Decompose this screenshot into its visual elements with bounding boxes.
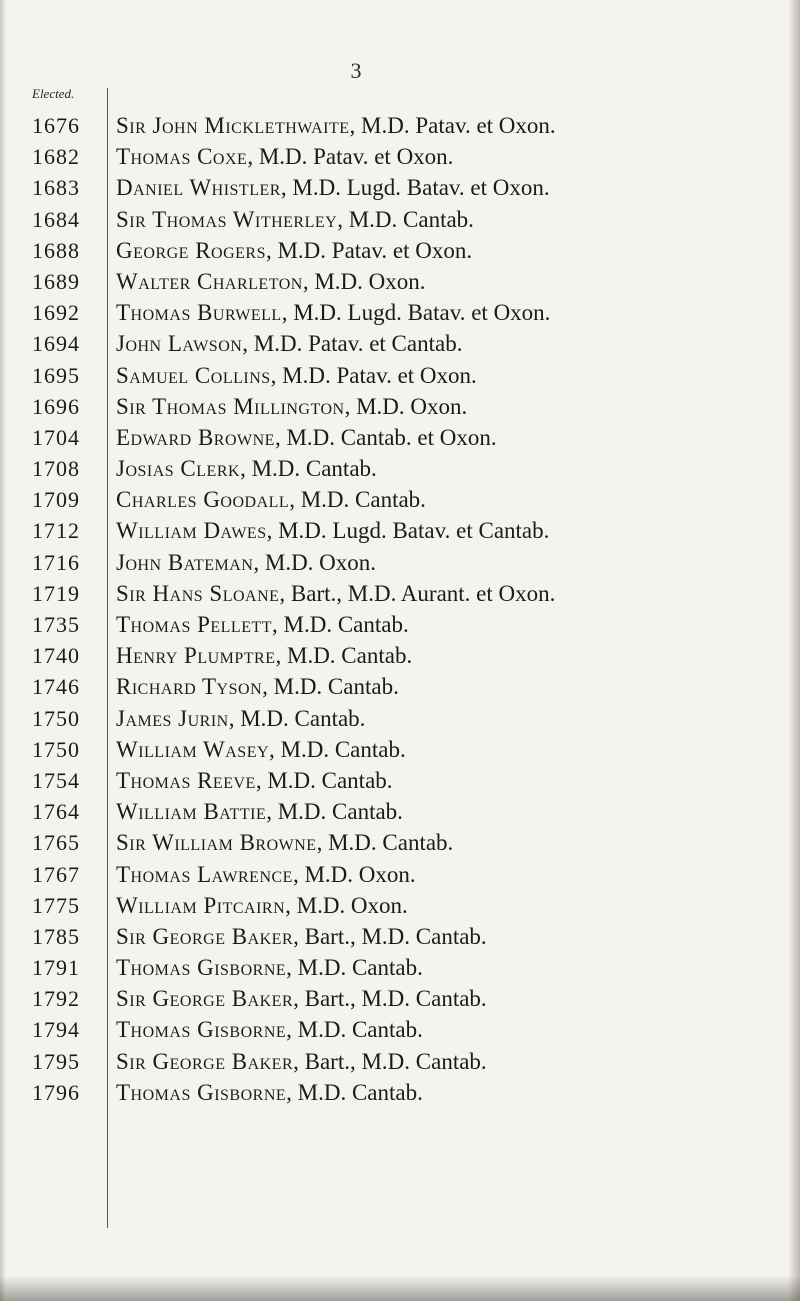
list-item — [0, 986, 800, 1017]
physician-entry — [95, 1049, 487, 1075]
physician-entry — [95, 175, 550, 201]
elected-year: 1767 — [32, 861, 80, 887]
elected-year: 1765 — [32, 830, 80, 856]
list-item — [0, 955, 800, 986]
name-separator: , — [265, 237, 278, 263]
physician-entry — [95, 830, 453, 856]
physician-entry — [95, 612, 409, 638]
physician-degree: M.D. Cantab. et Oxon. — [286, 424, 497, 450]
physician-name: John Lawson — [116, 331, 243, 357]
elected-year: 1704 — [32, 424, 80, 450]
elected-year: 1719 — [32, 580, 80, 606]
physician-name: Sir Thomas Witherley — [116, 206, 338, 232]
name-separator: , — [262, 674, 274, 700]
list-item — [0, 269, 800, 300]
physician-entry — [95, 487, 426, 513]
elected-year: 1716 — [32, 549, 80, 575]
name-separator: , — [292, 861, 305, 887]
physician-name: Sir George Baker — [116, 1048, 294, 1074]
physician-entry — [95, 986, 487, 1012]
name-separator: , — [253, 549, 265, 575]
list-item — [0, 144, 800, 175]
elected-year: 1683 — [32, 175, 80, 201]
name-separator: , — [240, 456, 252, 482]
physician-entry — [95, 425, 497, 451]
name-separator: , — [255, 767, 268, 793]
physician-degree: M.D. Oxon. — [304, 861, 416, 887]
physician-degree: M.D. Patav. et Oxon. — [258, 144, 454, 170]
physician-name: James Jurin — [116, 705, 229, 731]
elected-year: 1795 — [32, 1048, 80, 1074]
physician-entry — [95, 955, 423, 981]
physician-name: Thomas Gisborne — [116, 1079, 287, 1105]
physician-entry — [95, 394, 467, 420]
physician-entry — [95, 924, 487, 950]
physician-degree: M.D. Oxon. — [296, 892, 408, 918]
physician-name: Edward Browne — [116, 424, 275, 450]
physician-entry — [95, 768, 393, 794]
physician-degree: M.D. Cantab. — [251, 456, 377, 482]
elected-year: 1740 — [32, 643, 80, 669]
physician-name: Thomas Burwell — [116, 300, 282, 326]
physician-entry — [95, 706, 365, 732]
list-item — [0, 487, 800, 518]
entries-list — [0, 113, 800, 1111]
name-separator: , — [285, 892, 297, 918]
physician-name: Samuel Collins — [116, 362, 271, 388]
elected-year: 1684 — [32, 206, 80, 232]
physician-name: Walter Charleton — [116, 268, 303, 294]
physician-degree: M.D. Cantab. — [297, 1079, 423, 1105]
physician-degree: M.D. Cantab. — [267, 767, 393, 793]
name-separator: , — [274, 424, 287, 450]
elected-year: 1695 — [32, 362, 80, 388]
physician-degree: M.D. Oxon. — [264, 549, 377, 575]
elected-column-header: Elected. — [32, 86, 75, 101]
name-separator: , — [286, 1017, 298, 1043]
elected-year: 1708 — [32, 456, 80, 482]
name-separator: , — [275, 643, 287, 669]
elected-year: 1712 — [32, 518, 80, 544]
physician-entry — [95, 269, 425, 295]
physician-degree: M.D. Cantab. — [277, 799, 403, 825]
physician-name: William Battie — [116, 799, 267, 825]
physician-name: Daniel Whistler — [116, 175, 281, 201]
physician-entry — [95, 207, 474, 233]
physician-degree: M.D. Cantab. — [240, 705, 366, 731]
name-separator: , — [269, 736, 281, 762]
list-item — [0, 674, 800, 705]
name-separator: , — [293, 986, 305, 1012]
elected-year: 1735 — [32, 612, 80, 637]
elected-year: 1682 — [32, 144, 80, 170]
list-item — [0, 175, 800, 206]
physician-entry — [95, 518, 549, 544]
physician-degree: Bart., M.D. Aurant. et Oxon. — [290, 580, 556, 606]
list-item — [0, 706, 800, 737]
physician-name: Richard Tyson — [116, 674, 263, 700]
name-separator: , — [286, 1079, 298, 1105]
list-item — [0, 893, 800, 924]
physician-name: John Bateman — [116, 549, 254, 575]
physician-entry — [95, 674, 399, 700]
page-number: 3 — [350, 58, 362, 83]
physician-entry — [95, 862, 416, 888]
name-separator: , — [349, 113, 362, 138]
name-separator: , — [279, 580, 291, 606]
physician-degree: M.D. Lugd. Batav. et Oxon. — [292, 175, 550, 201]
elected-year: 1750 — [32, 736, 80, 762]
physician-degree: Bart., M.D. Cantab. — [304, 923, 487, 949]
list-item — [0, 300, 800, 331]
list-item — [0, 425, 800, 456]
elected-year: 1676 — [32, 113, 80, 138]
physician-entry — [95, 737, 406, 763]
physician-name: Sir George Baker — [116, 986, 294, 1012]
physician-name: Thomas Gisborne — [116, 955, 287, 981]
name-separator: , — [316, 830, 329, 856]
name-separator: , — [286, 955, 298, 981]
list-item — [0, 830, 800, 861]
list-item — [0, 113, 800, 144]
name-separator: , — [293, 1048, 305, 1074]
physician-name: Sir Hans Sloane — [116, 580, 280, 606]
physician-degree: M.D. Patav. et Oxon. — [361, 113, 556, 138]
physician-name: George Rogers — [116, 237, 266, 263]
physician-entry — [95, 799, 403, 825]
name-separator: , — [293, 923, 305, 949]
name-separator: , — [247, 144, 259, 170]
physician-degree: M.D. Cantab. — [287, 643, 413, 669]
elected-year: 1750 — [32, 705, 80, 731]
physician-name: Thomas Lawrence — [116, 861, 293, 887]
physician-degree: M.D. Cantab. — [283, 612, 409, 637]
physician-degree: M.D. Cantab. — [328, 830, 454, 856]
elected-year: 1775 — [32, 892, 80, 918]
list-item — [0, 456, 800, 487]
physician-degree: M.D. Cantab. — [300, 487, 426, 513]
name-separator: , — [302, 268, 315, 294]
list-item — [0, 331, 800, 362]
physician-entry — [95, 643, 412, 669]
physician-name: Josias Clerk — [116, 456, 241, 482]
physician-degree: M.D. Cantab. — [297, 955, 423, 981]
list-item — [0, 799, 800, 830]
elected-year: 1791 — [32, 955, 80, 981]
name-separator: , — [270, 362, 283, 388]
physician-degree: Bart., M.D. Cantab. — [304, 986, 487, 1012]
list-item — [0, 737, 800, 768]
physician-entry — [95, 363, 477, 389]
physician-name: William Dawes — [116, 518, 267, 544]
name-separator: , — [242, 331, 254, 357]
elected-year: 1696 — [32, 393, 80, 419]
physician-entry — [95, 581, 555, 607]
physician-entry — [95, 550, 376, 576]
physician-entry — [95, 144, 453, 170]
elected-year: 1792 — [32, 986, 80, 1012]
physician-name: Thomas Coxe — [116, 144, 248, 170]
name-separator: , — [344, 393, 357, 419]
physician-name: Thomas Gisborne — [116, 1017, 287, 1043]
list-item — [0, 518, 800, 549]
physician-entry — [95, 1080, 423, 1106]
elected-year: 1689 — [32, 268, 80, 294]
elected-year: 1688 — [32, 237, 80, 263]
physician-degree: M.D. Patav. et Cantab. — [253, 331, 463, 357]
physician-degree: M.D. Cantab. — [273, 674, 399, 700]
physician-name: Henry Plumptre — [116, 643, 276, 669]
list-item — [0, 394, 800, 425]
physician-degree: M.D. Oxon. — [356, 393, 468, 419]
elected-year: 1754 — [32, 767, 80, 793]
name-separator: , — [228, 705, 241, 731]
list-item — [0, 612, 800, 643]
physician-degree: M.D. Cantab. — [297, 1017, 423, 1043]
physician-name: Sir John Micklethwaite — [116, 113, 350, 138]
list-item — [0, 581, 800, 612]
physician-name: William Wasey — [116, 736, 270, 762]
physician-degree: M.D. Cantab. — [280, 736, 406, 762]
list-item — [0, 643, 800, 674]
name-separator: , — [266, 518, 279, 544]
physician-name: William Pitcairn — [116, 892, 286, 918]
list-item — [0, 207, 800, 238]
physician-name: Thomas Pellett — [116, 612, 273, 637]
physician-entry — [95, 238, 472, 264]
elected-year: 1796 — [32, 1079, 80, 1105]
elected-year: 1694 — [32, 331, 80, 357]
physician-degree: M.D. Oxon. — [314, 268, 426, 294]
name-separator: , — [272, 612, 284, 637]
physician-degree: M.D. Patav. et Oxon. — [282, 362, 477, 388]
list-item — [0, 1080, 800, 1111]
physician-entry — [95, 300, 550, 326]
physician-name: Charles Goodall — [116, 487, 290, 513]
physician-name: Sir Thomas Millington — [116, 393, 345, 419]
list-item — [0, 924, 800, 955]
name-separator: , — [281, 300, 294, 326]
physician-entry — [95, 893, 408, 919]
name-separator: , — [289, 487, 301, 513]
list-item — [0, 862, 800, 893]
physician-degree: M.D. Lugd. Batav. et Oxon. — [293, 300, 551, 326]
page-edge-shadow-bottom — [0, 1275, 800, 1301]
name-separator: , — [266, 799, 278, 825]
physician-name: Thomas Reeve — [116, 767, 256, 793]
list-item — [0, 768, 800, 799]
elected-year: 1794 — [32, 1017, 80, 1043]
physician-entry — [95, 1017, 423, 1043]
physician-name: Sir William Browne — [116, 830, 317, 856]
physician-name: Sir George Baker — [116, 923, 294, 949]
physician-entry — [95, 113, 556, 139]
physician-degree: Bart., M.D. Cantab. — [304, 1048, 487, 1074]
elected-year: 1709 — [32, 487, 80, 513]
list-item — [0, 550, 800, 581]
physician-degree: M.D. Lugd. Batav. et Cantab. — [278, 518, 550, 544]
physician-entry — [95, 456, 377, 482]
name-separator: , — [280, 175, 293, 201]
physician-degree: M.D. Patav. et Oxon. — [277, 237, 473, 263]
elected-year: 1764 — [32, 799, 80, 825]
physician-entry — [95, 331, 462, 357]
list-item — [0, 363, 800, 394]
elected-year: 1785 — [32, 923, 80, 949]
elected-year: 1692 — [32, 300, 80, 326]
name-separator: , — [337, 206, 349, 232]
physician-degree: M.D. Cantab. — [348, 206, 474, 232]
list-item — [0, 1049, 800, 1080]
list-item — [0, 1017, 800, 1048]
elected-year: 1746 — [32, 674, 80, 700]
list-item — [0, 238, 800, 269]
